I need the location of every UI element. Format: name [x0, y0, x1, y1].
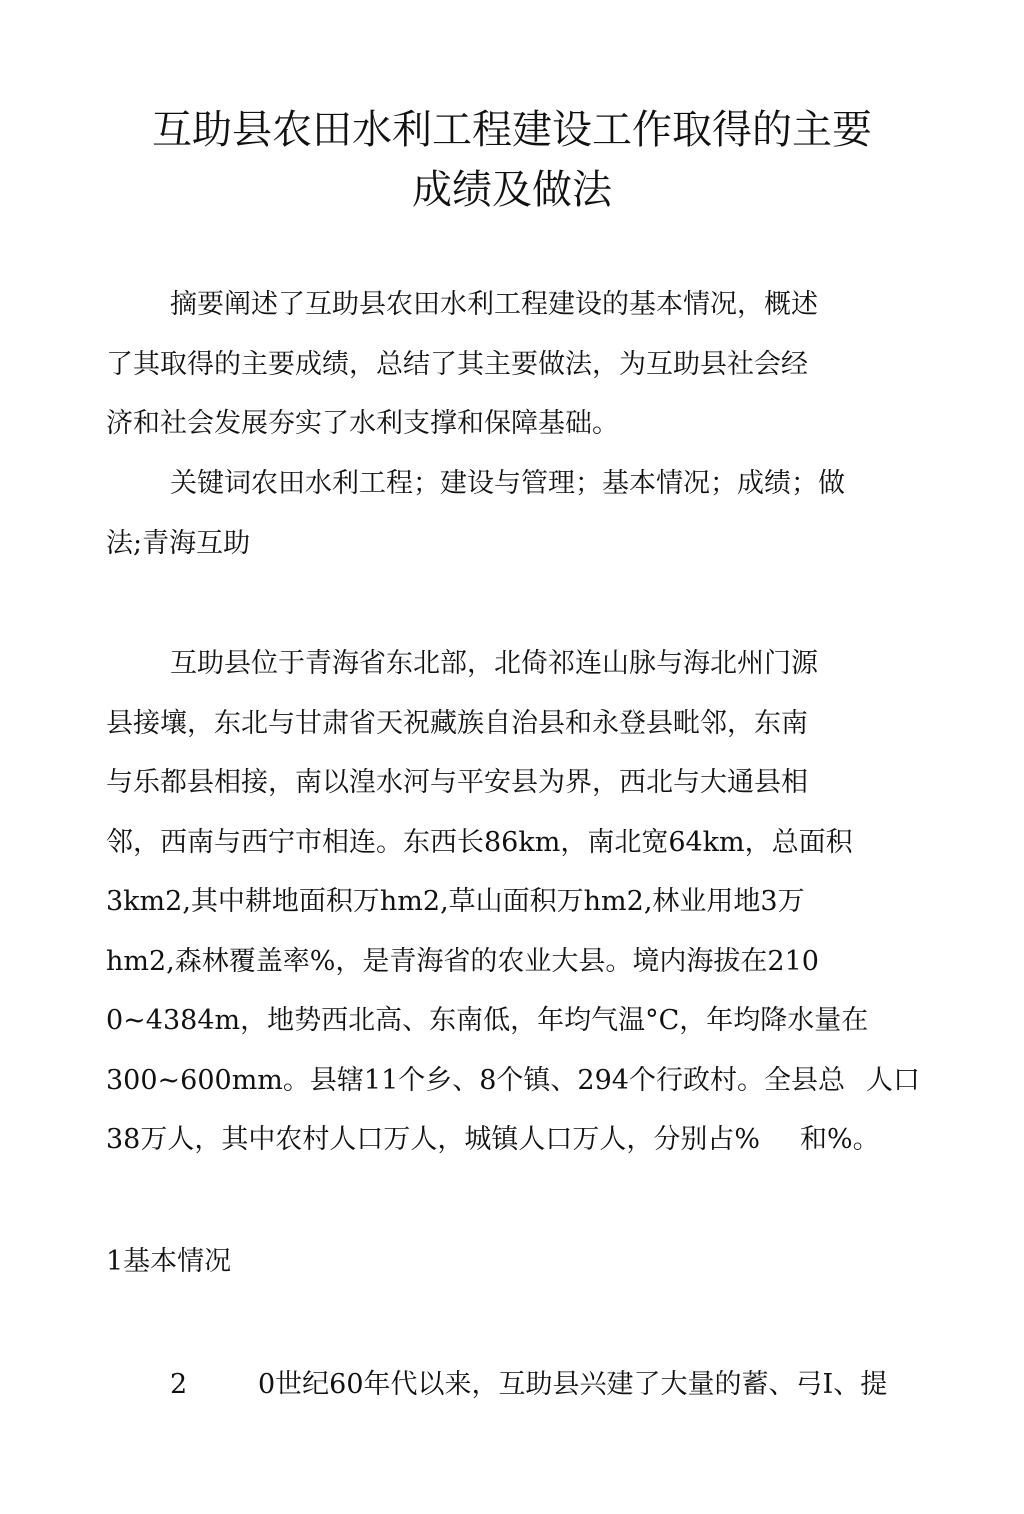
intro-line-8-tail: 人口: [866, 1065, 920, 1096]
intro-line-7: 0~4384m，地势西北高、东南低，年均气温°C，年均降水量在: [106, 1005, 869, 1036]
intro-line-6: hm2,森林覆盖率%，是青海省的农业大县。境内海拔在210: [106, 946, 819, 977]
section-para-line-1: 0世纪60年代以来，互助县兴建了大量的蓄、弓I、提: [258, 1369, 888, 1400]
intro-line-3: 与乐都县相接，南以湟水河与平安县为界，西北与大通县相: [106, 767, 808, 798]
document-title-line-2: 成绩及做法: [412, 167, 612, 213]
section-heading: 1基本情况: [106, 1246, 232, 1277]
intro-line-9-tail: 和%。: [800, 1124, 880, 1155]
intro-line-8: 300~600mm。县辖11个乡、8个镇、294个行政村。全县总: [106, 1065, 845, 1096]
intro-line-9: 38万人，其中农村人口万人，城镇人口万人，分别占%: [106, 1124, 761, 1155]
intro-line-2: 县接壤，东北与甘肃省天祝藏族自治县和永登县毗邻，东南: [106, 708, 808, 739]
abstract-line-2: 了其取得的主要成绩，总结了其主要做法，为互助县社会经: [106, 349, 808, 380]
keywords-line-2: 法;青海互助: [106, 528, 251, 559]
abstract-line-3: 济和社会发展夯实了水利支撑和保障基础。: [106, 408, 619, 439]
intro-line-4: 邻，西南与西宁市相连。东西长86km，南北宽64km，总面积: [106, 827, 853, 858]
keywords-line-1: 关键词农田水利工程；建设与管理；基本情况；成绩；做: [170, 468, 845, 499]
document-title-line-1: 互助县农田水利工程建设工作取得的主要: [152, 107, 872, 153]
section-para-lead: 2: [170, 1369, 188, 1400]
intro-line-1: 互助县位于青海省东北部，北倚祁连山脉与海北州门源: [170, 648, 818, 679]
abstract-line-1: 摘要阐述了互助县农田水利工程建设的基本情况，概述: [170, 289, 818, 320]
intro-line-5: 3km2,其中耕地面积万hm2,草山面积万hm2,林业用地3万: [106, 886, 805, 917]
